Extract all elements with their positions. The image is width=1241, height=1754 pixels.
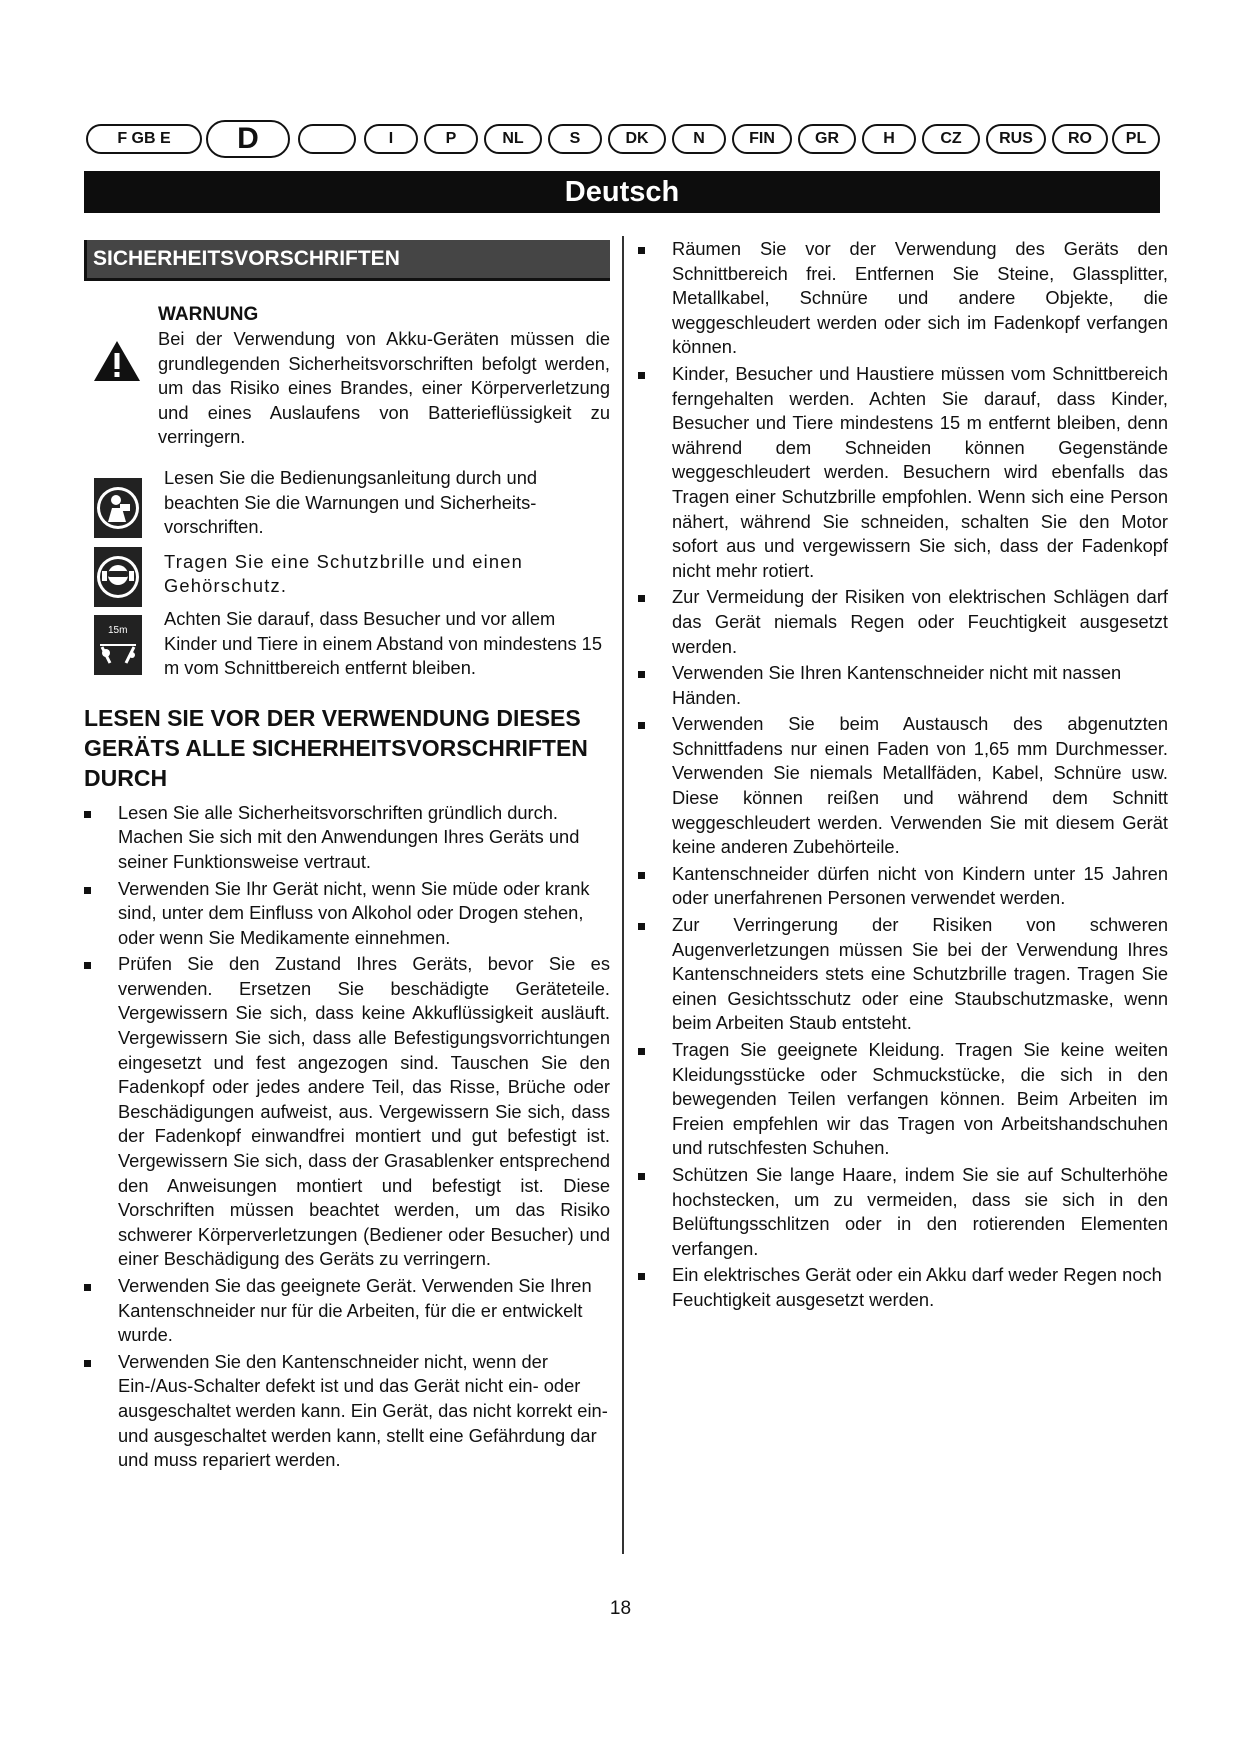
- list-item: Ein elektrisches Gerät oder ein Akku darf weder Regen noch Feuchtigkeit ausgesetzt werden.: [638, 1263, 1168, 1312]
- page-number: 18: [609, 1598, 632, 1619]
- language-tab-ro[interactable]: RO: [1052, 124, 1108, 154]
- language-tab-d-active[interactable]: D: [206, 120, 290, 158]
- warning-triangle-icon: [92, 339, 142, 383]
- icon-text-distance: Achten Sie darauf, dass Besucher und vor allem Kinder und Tiere in einem Abstand von mindestens 15 m vom Schnittbereich entfernt bleiben.: [164, 607, 603, 679]
- list-item: Verwenden Sie das geeignete Gerät. Verwenden Sie Ihren Kantenschneider nur für die Arbeiten, für die er entwickelt wurde.: [84, 1274, 610, 1348]
- language-tab-nl[interactable]: NL: [484, 124, 542, 154]
- language-banner: Deutsch: [84, 171, 1160, 213]
- right-column: [638, 237, 1168, 1315]
- list-item: Verwenden Sie den Kantenschneider nicht, wenn der Ein-/Aus-Schalter defekt ist und das Gerät nicht ein- oder ausgeschaltet werden kann. Ein Gerät, das nicht korrekt ein- und ausgeschaltet werden kann, stellt eine Gefährdung dar und muss repariert werden.: [84, 1350, 610, 1473]
- language-tab-bar: [86, 120, 1156, 160]
- list-item: Kinder, Besucher und Haustiere müssen vom Schnittbereich ferngehalten werden. Achten Sie darauf, dass Kinder, Besucher und Tiere mindestens 15 m entfernt bleiben, denn während dem Schneiden können Gegenstände weggeschleudert werden. Besuchern wird ebenfalls das Tragen einer Schutzbrille empfohlen. Wenn sich eine Person nähert, während Sie schneiden, schalten Sie den Motor sofort aus und vergewissern Sie sich, dass der Fadenkopf nicht mehr rotiert.: [638, 362, 1168, 583]
- icon-text-manual: Lesen Sie die Bedienungsanleitung durch und beachten Sie die Warnungen und Sicherheits-vorschriften.: [164, 466, 538, 538]
- column-divider: [622, 236, 624, 1554]
- eye-ear-protection-icon: [94, 547, 142, 607]
- distance-label: 15m: [108, 625, 128, 637]
- list-item: Zur Verringerung der Risiken von schweren Augenverletzungen müssen Sie bei der Verwendung Ihres Kantenschneiders stets eine Schutzbrille tragen. Tragen Sie einen Gesichtsschutz oder eine Staubschutzmaske, wenn beim Arbeiten Staub entsteht.: [638, 913, 1168, 1036]
- list-item: Lesen Sie alle Sicherheitsvorschriften gründlich durch. Machen Sie sich mit den Anwendungen Ihres Geräts und seiner Funktionsweise vertraut.: [84, 801, 610, 875]
- language-tab-gr[interactable]: GR: [798, 124, 856, 154]
- language-tab-i[interactable]: I: [364, 124, 418, 154]
- language-tab-dk[interactable]: DK: [608, 124, 666, 154]
- language-tab-h[interactable]: H: [862, 124, 916, 154]
- keep-distance-icon: [94, 615, 142, 675]
- list-item: Verwenden Sie Ihren Kantenschneider nicht mit nassen Händen.: [638, 661, 1168, 710]
- list-item: Räumen Sie vor der Verwendung des Geräts den Schnittbereich frei. Entfernen Sie Steine, Glassplitter, Metallkabel, Schnüre und andere Objekte, die weggeschleudert werden oder sich im Fadenkopf verfangen können.: [638, 237, 1168, 360]
- section-title: SICHERHEITSVORSCHRIFTEN: [84, 240, 610, 281]
- list-item: Verwenden Sie beim Austausch des abgenutzten Schnittfadens nur einen Faden von 1,65 mm Durchmesser. Verwenden Sie niemals Metallfäden, Kabel, Schnüre usw. Diese können reißen und während dem Schnitt weggeschleudert werden. Verwenden Sie mit diesem Gerät keine anderen Zubehörteile.: [638, 712, 1168, 860]
- warning-title: WARNUNG: [158, 304, 259, 325]
- language-tab-blank[interactable]: [298, 124, 356, 154]
- language-tab-s[interactable]: S: [548, 124, 602, 154]
- list-item: Tragen Sie geeignete Kleidung. Tragen Sie keine weiten Kleidungsstücke oder Schmuckstücke, die sich in den bewegenden Teilen verfangen können. Beim Arbeiten im Freien empfehlen wir das Tragen von Arbeitshandschuhen und rutschfesten Schuhen.: [638, 1038, 1168, 1161]
- language-tab-p[interactable]: P: [424, 124, 478, 154]
- list-item: Schützen Sie lange Haare, indem Sie sie auf Schulterhöhe hochstecken, um zu vermeiden, dass sie sich in den Belüftungsschlitzen oder in den rotierenden Elementen verfangen.: [638, 1163, 1168, 1261]
- list-item: Verwenden Sie Ihr Gerät nicht, wenn Sie müde oder krank sind, unter dem Einfluss von Alkohol oder Drogen stehen, oder wenn Sie Medikamente einnehmen.: [84, 877, 610, 951]
- language-tab-n[interactable]: N: [672, 124, 726, 154]
- list-item: Prüfen Sie den Zustand Ihres Geräts, bevor Sie es verwenden. Ersetzen Sie beschädigte Geräteteile. Vergewissern Sie sich, dass keine Akkuflüssigkeit ausläuft. Vergewissern Sie sich, dass alle Befestigungsvorrichtungen eingesetzt und fest angezogen sind. Tauschen Sie den Fadenkopf oder jedes andere Teil, das Risse, Brüche oder Beschädigungen aufweist, aus. Vergewissern Sie sich, dass der Fadenkopf einwandfrei montiert und gut befestigt ist. Vergewissern Sie sich, dass der Grasablenker entsprechend den Anweisungen montiert und befestigt ist. Diese Vorschriften müssen beachtet werden, um das Risiko schwerer Körperverletzungen (Bediener oder Besucher) und einer Beschädigung des Geräts zu verringern.: [84, 952, 610, 1272]
- language-tab-fin[interactable]: FIN: [732, 124, 792, 154]
- list-item: Kantenschneider dürfen nicht von Kindern unter 15 Jahren oder unerfahrenen Personen verwendet werden.: [638, 862, 1168, 911]
- left-column: [84, 240, 610, 1475]
- safety-icons-block: [84, 466, 610, 681]
- warning-text: Bei der Verwendung von Akku-Geräten müssen die grundlegenden Sicherheitsvorschriften befolgt werden, um das Risiko eines Brandes, einer Körperverletzung und eines Auslaufens von Batterieflüssigkeit zu verringern.: [158, 328, 610, 448]
- language-tab-rus[interactable]: RUS: [986, 124, 1046, 154]
- right-bullet-list: [638, 237, 1168, 1313]
- subheading: LESEN SIE VOR DER VERWENDUNG DIESES GERÄTS ALLE SICHERHEITSVORSCHRIFTEN DURCH: [84, 704, 588, 791]
- language-tab-cz[interactable]: CZ: [922, 124, 980, 154]
- read-manual-icon: [94, 478, 142, 538]
- warning-block: [84, 303, 610, 450]
- language-tab-pl[interactable]: PL: [1112, 124, 1160, 154]
- icon-text-protection: Tragen Sie eine Schutzbrille und einen Gehörschutz.: [164, 550, 523, 597]
- left-bullet-list: [84, 801, 610, 1473]
- language-tab-f-gb-e[interactable]: F GB E: [86, 124, 202, 154]
- list-item: Zur Vermeidung der Risiken von elektrischen Schlägen darf das Gerät niemals Regen oder Feuchtigkeit ausgesetzt werden.: [638, 585, 1168, 659]
- safety-icons-strip: [94, 478, 142, 684]
